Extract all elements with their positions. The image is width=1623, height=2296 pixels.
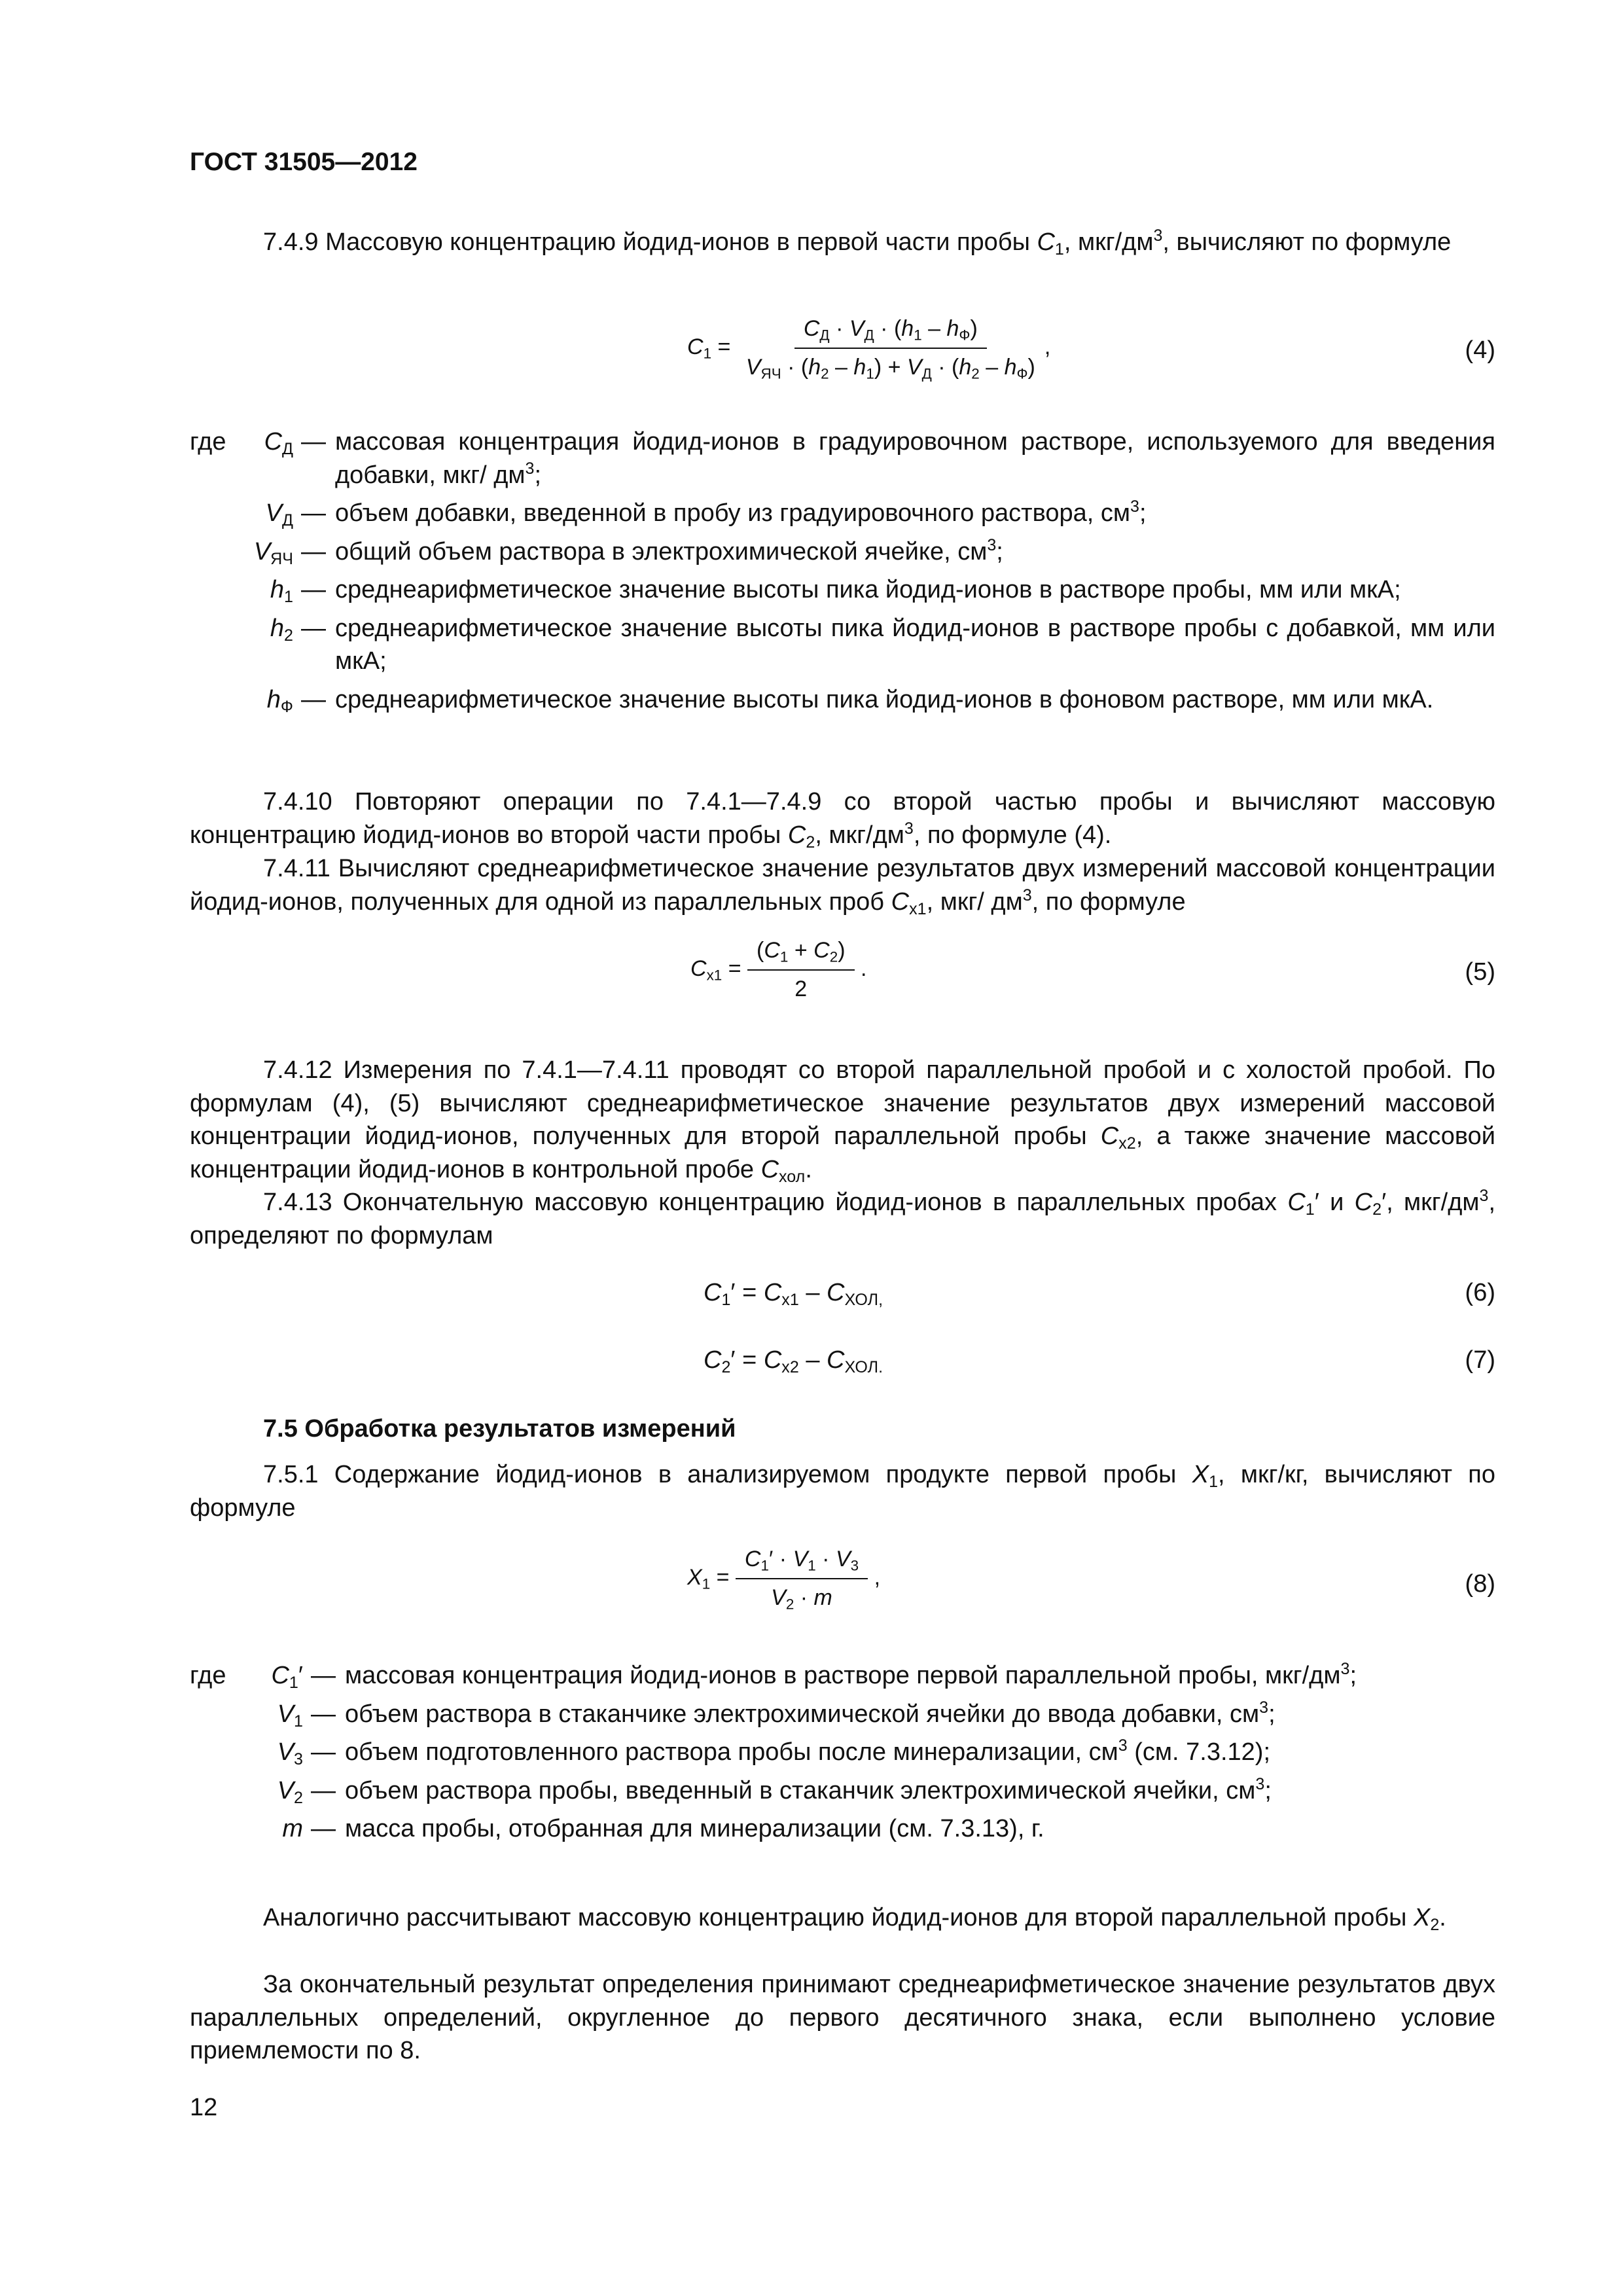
definition-item: где $C_1'$ — массовая концентрация йодид-ионов в растворе первой параллельной пробы, мкг/$дм^3$;	[190, 1660, 1357, 1693]
formula-number: (6)	[1465, 1279, 1495, 1306]
page-number: 12	[190, 2094, 218, 2121]
formula-6	[190, 1276, 1495, 1316]
paragraph-7-4-12: 7.4.12 Измерения по 7.4.1—7.4.11 проводят со второй параллельной пробой и с холостой пробой. По формулам (4), (5) вычисляют среднеарифметическое значение результатов двух измерений массовой концентрации йодид-ионов, полученных для второй параллельной пробы $C_{x2}$, а также значение массовой концентрации йодид-ионов в контрольной пробе $C_{хол}$.	[190, 1056, 1496, 1186]
definition-item: $V_2$ — объем раствора пробы, введенный в стаканчик электрохимической ячейки, $см^3$;	[277, 1774, 1272, 1807]
formula-5	[190, 936, 1495, 1014]
formula-8	[190, 1545, 1495, 1630]
definition-item: где $C_Д$ — массовая концентрация йодид-ионов в градуировочном растворе, используемого для введения добавки, мкг/ $дм^3$;	[190, 428, 1495, 489]
paragraph-7-5-1: 7.5.1 Содержание йодид-ионов в анализируемом продукте первой пробы $X_1$, мкг/кг, вычисляют по формуле	[190, 1461, 1496, 1522]
formula-number: (4)	[1465, 336, 1495, 364]
paragraph-7-4-9: 7.4.9 Массовую концентрацию йодид-ионов в первой части пробы $C_1$, мкг/$дм^3$, вычисляют по формуле	[263, 226, 1452, 259]
paragraph-7-4-13: 7.4.13 Окончательную массовую концентрацию йодид-ионов в параллельных пробах $C_1'$ и $C_2'$, мкг/$дм^3$, определяют по формулам	[190, 1187, 1496, 1249]
definition-item: $h_1$ — среднеарифметическое значение высоты пика йодид-ионов в растворе пробы, мм или мкА;	[270, 576, 1401, 607]
formula-7-body: $C_2' = C_{x2} - C_{ХОЛ.}$	[704, 1346, 883, 1377]
formula-5-body: $C_{x1}$ = $\frac{(C_1 + C_2)}{2}$ .	[690, 936, 866, 1004]
paragraph-7-4-11: 7.4.11 Вычисляют среднеарифметическое значение результатов двух измерений массовой концентрации йодид-ионов, полученных для одной из параллельных проб $C_{x1}$, мкг/ $дм^3$, по формуле	[190, 855, 1495, 918]
formula-4-body: $C_1$ = $\frac{C_Д \cdot V_Д \cdot (h_1 - h_Ф)}{V_{ЯЧ} \cdot (h_2 - h_1) + V_Д \cdot (h_2 - h_Ф)}$ ,	[687, 314, 1050, 382]
formula-7	[190, 1344, 1495, 1383]
definition-item: $V_3$ — объем подготовленного раствора пробы после минерализации, $см^3$ (см. 7.3.12);	[277, 1736, 1271, 1769]
definitions-formula-4	[190, 425, 1495, 721]
formula-number: (8)	[1465, 1570, 1495, 1598]
paragraph-7-4-10: 7.4.10 Повторяют операции по 7.4.1—7.4.9 со второй частью пробы и вычисляют массовую концентрацию йодид-ионов во второй части пробы $C_2$, мкг/$дм^3$, по формуле (4).	[190, 788, 1495, 852]
definition-item: $h_2$ — среднеарифметическое значение высоты пика йодид-ионов в растворе пробы с добавкой, мм или мкА;	[270, 614, 1495, 675]
section-heading-7-5: 7.5 Обработка результатов измерений	[263, 1415, 736, 1443]
formula-number: (5)	[1465, 958, 1495, 986]
document-header: ГОСТ 31505—2012	[190, 148, 418, 176]
paragraph-final-result: За окончательный результат определения принимают среднеарифметическое значение результатов двух параллельных определений, округленное до первого десятичного знака, если выполнено условие приемлемости по 8.	[190, 1971, 1495, 2065]
paragraph-analog: Аналогично рассчитывают массовую концентрацию йодид-ионов для второй параллельной пробы $X_2$.	[263, 1904, 1446, 1935]
formula-8-body: $X_1$ = $\frac{C_1' \cdot V_1 \cdot V_3}{V_2 \cdot m}$ ,	[687, 1545, 880, 1613]
definition-item: $V_{ЯЧ}$ — общий объем раствора в электрохимической ячейке, $см^3$;	[253, 535, 1003, 568]
definitions-formula-8	[190, 1659, 1495, 1851]
definition-item: $V_1$ — объем раствора в стаканчике электрохимической ячейки до ввода добавки, $см^3$;	[277, 1698, 1275, 1731]
definition-item: $h_Ф$ — среднеарифметическое значение высоты пика йодид-ионов в фоновом растворе, мм или мкА.	[266, 685, 1434, 716]
document-page	[190, 0, 1495, 2296]
definition-item: $V_Д$ — объем добавки, введенной в пробу из градуировочного раствора, $см^3$;	[265, 497, 1147, 530]
formula-number: (7)	[1465, 1346, 1495, 1374]
formula-4	[190, 308, 1495, 393]
definition-item: m — масса пробы, отобранная для минерализации (см. 7.3.13), г.	[282, 1815, 1044, 1843]
formula-6-body: $C_1' = C_{x1} - C_{ХОЛ,}$	[704, 1279, 883, 1310]
